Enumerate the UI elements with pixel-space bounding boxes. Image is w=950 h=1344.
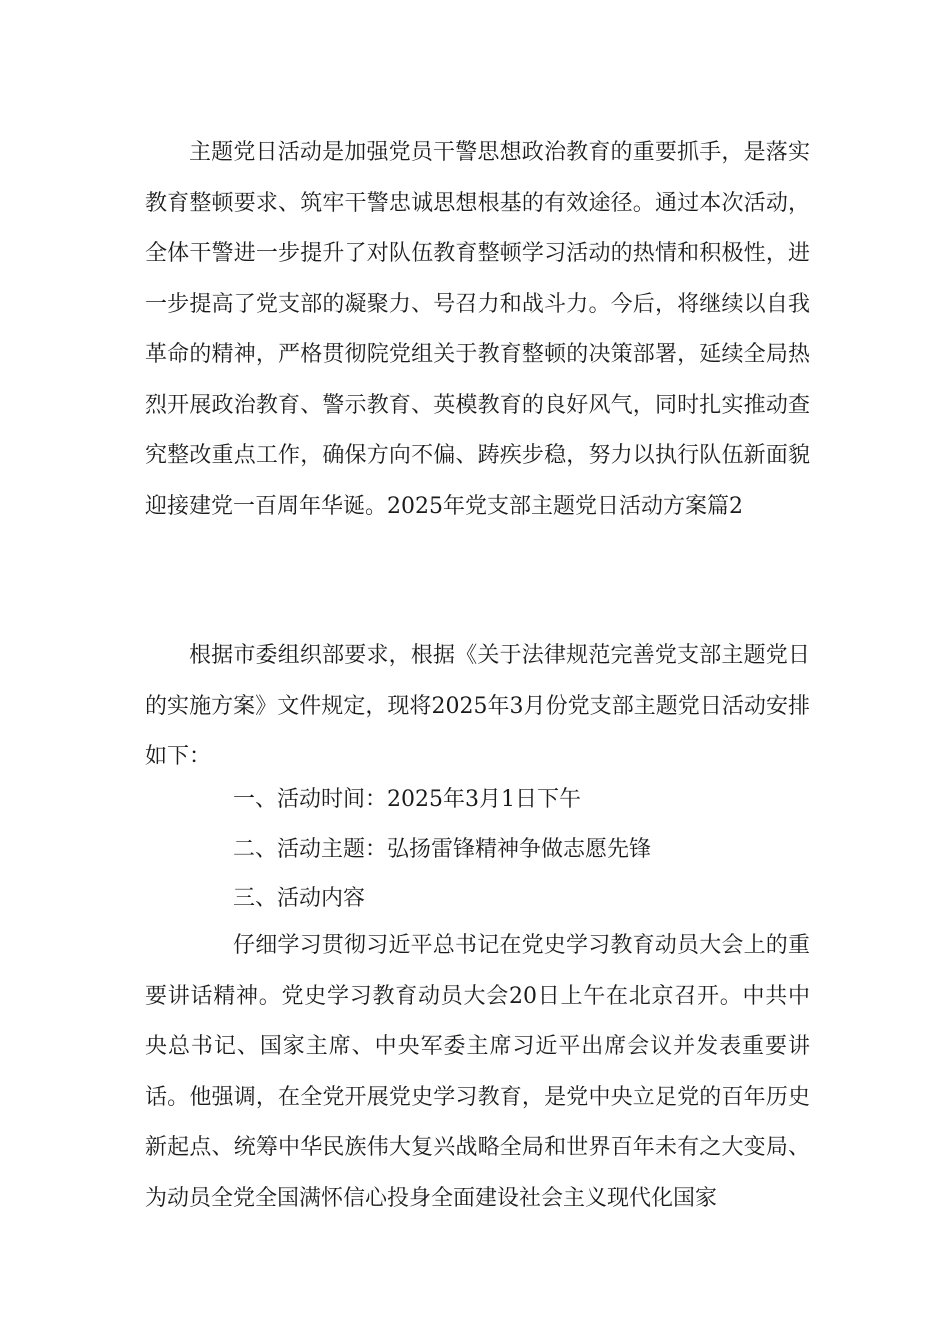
list-item-activity-time: 一、活动时间：2025年3月1日下午 [233,787,581,812]
body-paragraph-intro: 根据市委组织部要求，根据《关于法律规范完善党支部主题党日的实施方案》文件规定，现将2025年3月份党支部主题党日活动安排如下： [145,643,810,769]
body-paragraph-content: 仔细学习贯彻习近平总书记在党史学习教育动员大会上的重要讲话精神。党史学习教育动员大会20日上午在北京召开。中共中央总书记、国家主席、中央军委主席习近平出席会议并发表重要讲话。他强调，在全党开展党史学习教育，是党中央立足党的百年历史新起点、统筹中华民族伟大复兴战略全局和世界百年未有之大变局、为动员全党全国满怀信心投身全面建设社会主义现代化国家 [145,933,810,1211]
body-paragraph-conclusion: 主题党日活动是加强党员干警思想政治教育的重要抓手，是落实教育整顿要求、筑牢干警忠诚思想根基的有效途径。通过本次活动，全体干警进一步提升了对队伍教育整顿学习活动的热情和积极性，进一步提高了党支部的凝聚力、号召力和战斗力。今后，将继续以自我革命的精神，严格贯彻院党组关于教育整顿的决策部署，延续全局热烈开展政治教育、警示教育、英模教育的良好风气，同时扎实推动查究整改重点工作，确保方向不偏、踌疾步稳，努力以执行队伍新面貌迎接建党一百周年华诞。2025年党支部主题党日活动方案篇2 [145,140,810,519]
list-item-activity-content: 三、活动内容 [233,886,366,911]
list-item-activity-theme: 二、活动主题：弘扬雷锋精神争做志愿先锋 [233,837,652,862]
